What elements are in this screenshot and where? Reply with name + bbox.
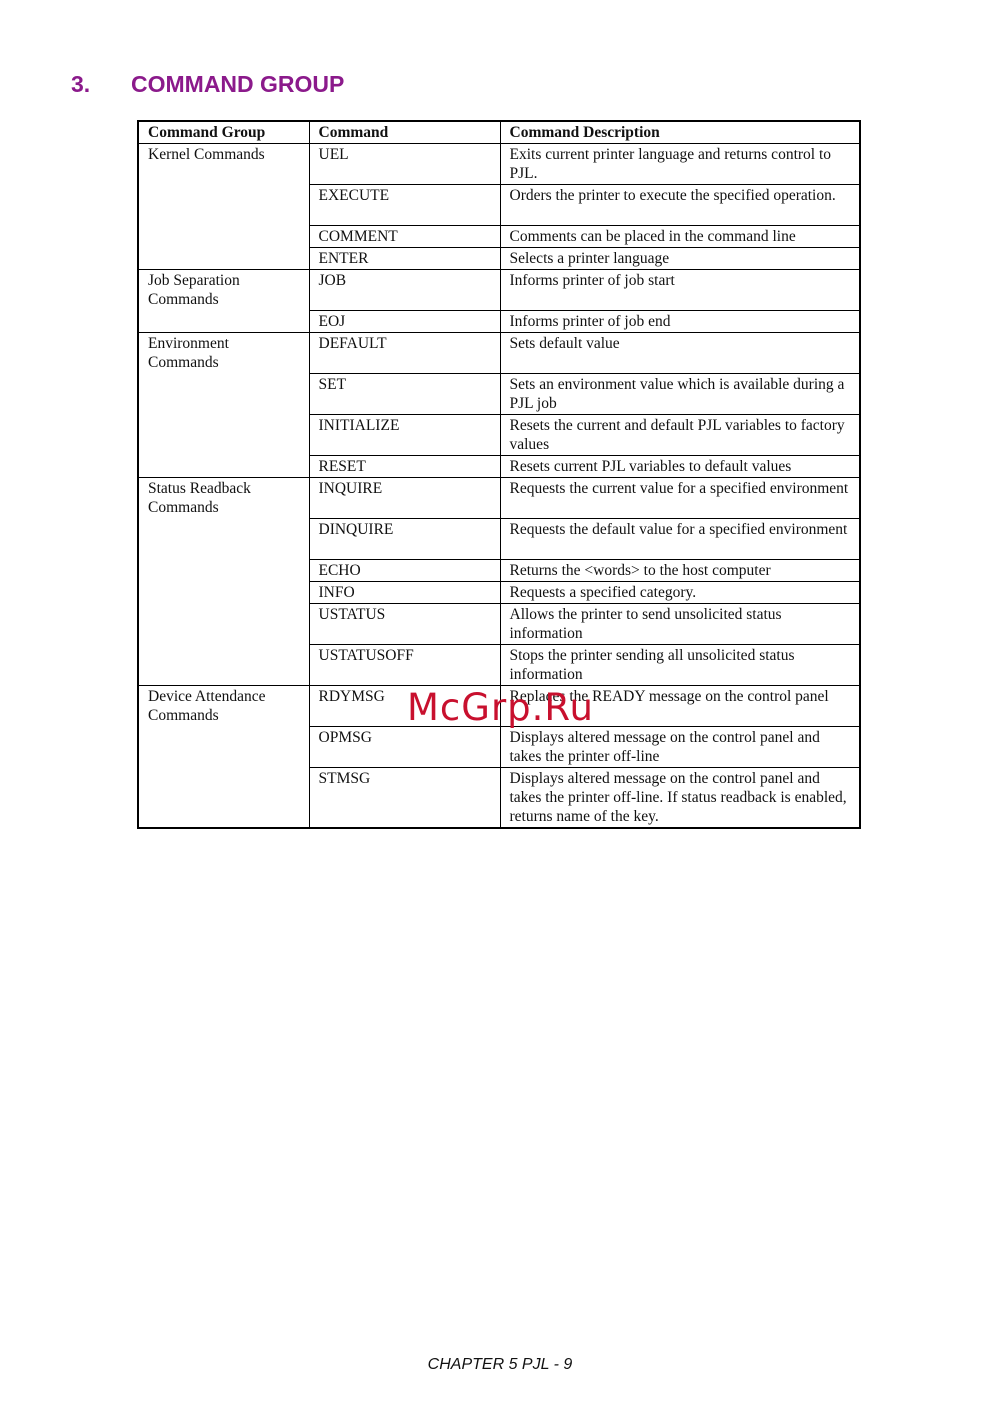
description-cell: Returns the <words> to the host computer — [500, 560, 860, 582]
command-cell: EXECUTE — [309, 185, 500, 226]
section-heading — [71, 71, 344, 98]
command-cell: DEFAULT — [309, 333, 500, 374]
command-cell: ENTER — [309, 248, 500, 270]
command-cell: INQUIRE — [309, 478, 500, 519]
description-cell: Informs printer of job start — [500, 270, 860, 311]
description-cell: Replaces the READY message on the control panel — [500, 686, 860, 727]
section-number: 3. — [71, 71, 91, 97]
command-cell: STMSG — [309, 768, 500, 829]
table-row — [138, 270, 860, 311]
description-cell: Requests a specified category. — [500, 582, 860, 604]
description-cell: Requests the default value for a specified environment — [500, 519, 860, 560]
command-cell: USTATUSOFF — [309, 645, 500, 686]
column-header-group: Command Group — [138, 121, 309, 144]
group-cell: Kernel Commands — [138, 144, 309, 270]
description-cell: Displays altered message on the control panel and takes the printer off-line — [500, 727, 860, 768]
table-row — [138, 478, 860, 519]
command-cell: ECHO — [309, 560, 500, 582]
command-cell: JOB — [309, 270, 500, 311]
command-cell: EOJ — [309, 311, 500, 333]
command-cell: INFO — [309, 582, 500, 604]
table-row — [138, 144, 860, 185]
description-cell: Sets default value — [500, 333, 860, 374]
command-cell: INITIALIZE — [309, 415, 500, 456]
description-cell: Orders the printer to execute the specified operation. — [500, 185, 860, 226]
page-footer: CHAPTER 5 PJL - 9 — [427, 1356, 573, 1373]
table-header-row — [138, 121, 860, 144]
group-cell: Status Readback Commands — [138, 478, 309, 686]
command-cell: SET — [309, 374, 500, 415]
description-cell: Comments can be placed in the command line — [500, 226, 860, 248]
description-cell: Stops the printer sending all unsolicited status information — [500, 645, 860, 686]
command-cell: RDYMSG — [309, 686, 500, 727]
group-cell: Job Separation Commands — [138, 270, 309, 333]
group-cell: Device Attendance Commands — [138, 686, 309, 829]
watermark: McGrp.Ru — [407, 686, 594, 729]
command-cell: UEL — [309, 144, 500, 185]
description-cell: Displays altered message on the control panel and takes the printer off-line. If status readback is enabled, returns name of the key. — [500, 768, 860, 829]
command-cell: USTATUS — [309, 604, 500, 645]
column-header-command: Command — [309, 121, 500, 144]
table-row — [138, 333, 860, 374]
command-cell: RESET — [309, 456, 500, 478]
description-cell: Sets an environment value which is available during a PJL job — [500, 374, 860, 415]
description-cell: Requests the current value for a specified environment — [500, 478, 860, 519]
group-cell: Environment Commands — [138, 333, 309, 478]
description-cell: Exits current printer language and returns control to PJL. — [500, 144, 860, 185]
command-cell: COMMENT — [309, 226, 500, 248]
description-cell: Resets the current and default PJL variables to factory values — [500, 415, 860, 456]
command-cell: OPMSG — [309, 727, 500, 768]
description-cell: Resets current PJL variables to default values — [500, 456, 860, 478]
description-cell: Informs printer of job end — [500, 311, 860, 333]
command-cell: DINQUIRE — [309, 519, 500, 560]
description-cell: Selects a printer language — [500, 248, 860, 270]
column-header-description: Command Description — [500, 121, 860, 144]
section-title: COMMAND GROUP — [131, 71, 345, 97]
description-cell: Allows the printer to send unsolicited status information — [500, 604, 860, 645]
